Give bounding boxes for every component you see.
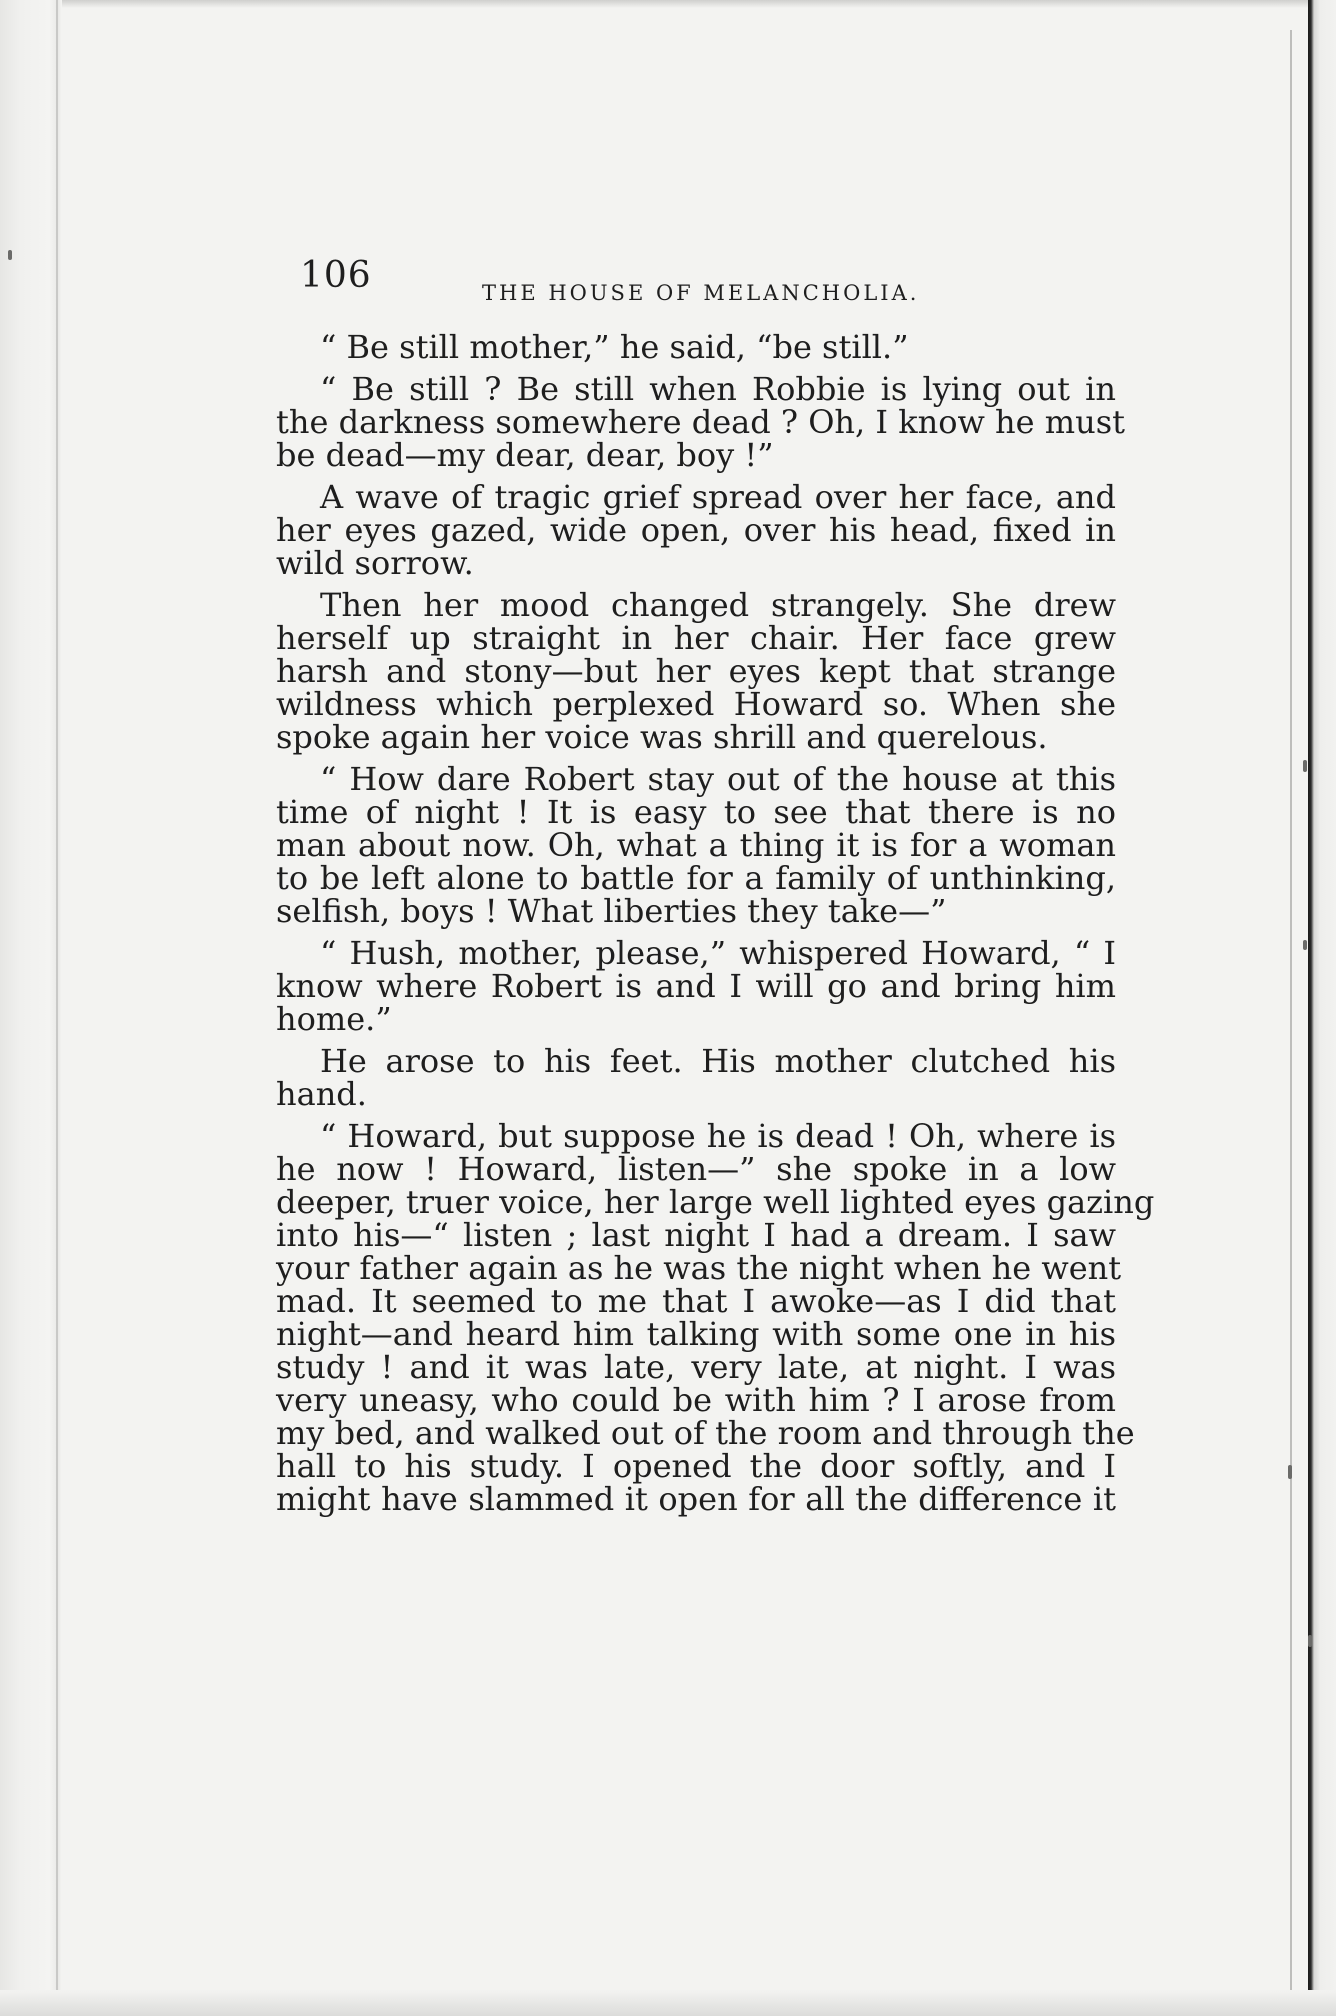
text-line: “ Be still mother,” he said, “be still.” xyxy=(320,328,909,366)
text-line: night—and heard him talking with some one in his xyxy=(276,1315,1116,1353)
text-line: wildness which perplexed Howard so. When she xyxy=(276,685,1116,723)
text-line: man about now. Oh, what a thing it is for a woman xyxy=(276,826,1116,864)
paragraph xyxy=(276,934,1116,1038)
paragraph xyxy=(276,586,1116,756)
page-number: 106 xyxy=(300,255,372,296)
scan-speck xyxy=(8,250,12,260)
text-line: spoke again her voice was shrill and querelous. xyxy=(276,718,1048,756)
text-line: be dead—my dear, dear, boy !” xyxy=(276,436,774,474)
page-header xyxy=(276,255,1116,317)
text-line: the darkness somewhere dead ? Oh, I know he must xyxy=(276,403,1125,441)
text-line: to be left alone to battle for a family of unthinking, xyxy=(276,859,1116,897)
text-line: hall to his study. I opened the door softly, and I xyxy=(276,1447,1116,1485)
text-line: home.” xyxy=(276,1000,392,1038)
text-line: “ Be still ? Be still when Robbie is lying out in xyxy=(320,370,1116,408)
paragraph xyxy=(276,760,1116,930)
text-line: time of night ! It is easy to see that there is no xyxy=(276,793,1116,831)
text-line: “ How dare Robert stay out of the house at this xyxy=(320,760,1116,798)
text-line: know where Robert is and I will go and bring him xyxy=(276,967,1116,1005)
page-bottom-edge xyxy=(0,1990,1336,2016)
book-spine-shadow xyxy=(1308,0,1336,2016)
text-line: deeper, truer voice, her large well lighted eyes gazing xyxy=(276,1183,1155,1221)
text-line: A wave of tragic grief spread over her face, and xyxy=(320,478,1116,516)
paragraph xyxy=(276,328,1116,366)
text-line: wild sorrow. xyxy=(276,544,474,582)
text-block xyxy=(276,255,1155,1525)
scan-speck xyxy=(1288,1465,1292,1479)
text-line: “ Howard, but suppose he is dead ! Oh, where is xyxy=(320,1117,1116,1155)
text-line: He arose to his feet. His mother clutched his xyxy=(320,1042,1116,1080)
body-text xyxy=(276,328,1155,1518)
running-title: THE HOUSE OF MELANCHOLIA. xyxy=(482,281,920,305)
text-line: her eyes gazed, wide open, over his head, fixed in xyxy=(276,511,1116,549)
page-right-border-line xyxy=(1290,30,1292,2010)
text-line: herself up straight in her chair. Her face grew xyxy=(276,619,1116,657)
text-line: into his—“ listen ; last night I had a dream. I saw xyxy=(276,1216,1116,1254)
text-line: hand. xyxy=(276,1075,367,1113)
text-line: study ! and it was late, very late, at night. I was xyxy=(276,1348,1116,1386)
paragraph xyxy=(276,1117,1155,1518)
text-line: mad. It seemed to me that I awoke—as I did that xyxy=(276,1282,1116,1320)
scan-speck xyxy=(1303,760,1307,772)
text-line: harsh and stony—but her eyes kept that strange xyxy=(276,652,1116,690)
text-line: your father again as he was the night when he went xyxy=(276,1249,1122,1287)
text-line: very uneasy, who could be with him ? I arose from xyxy=(276,1381,1116,1419)
text-line: my bed, and walked out of the room and through the xyxy=(276,1414,1135,1452)
scan-speck xyxy=(1303,940,1307,950)
page-left-border-line xyxy=(56,0,58,2016)
page-top-edge xyxy=(0,0,1336,8)
paragraph xyxy=(276,1042,1116,1113)
scan-speck xyxy=(1308,1635,1312,1647)
text-line: might have slammed it open for all the difference it xyxy=(276,1480,1116,1518)
text-line: selfish, boys ! What liberties they take—” xyxy=(276,892,947,930)
text-line: Then her mood changed strangely. She drew xyxy=(320,586,1116,624)
text-line: “ Hush, mother, please,” whispered Howard, “ I xyxy=(320,934,1116,972)
paragraph xyxy=(276,478,1116,582)
text-line: he now ! Howard, listen—” she spoke in a low xyxy=(276,1150,1116,1188)
paragraph xyxy=(276,370,1125,474)
page-left-margin-edge xyxy=(0,0,62,2016)
